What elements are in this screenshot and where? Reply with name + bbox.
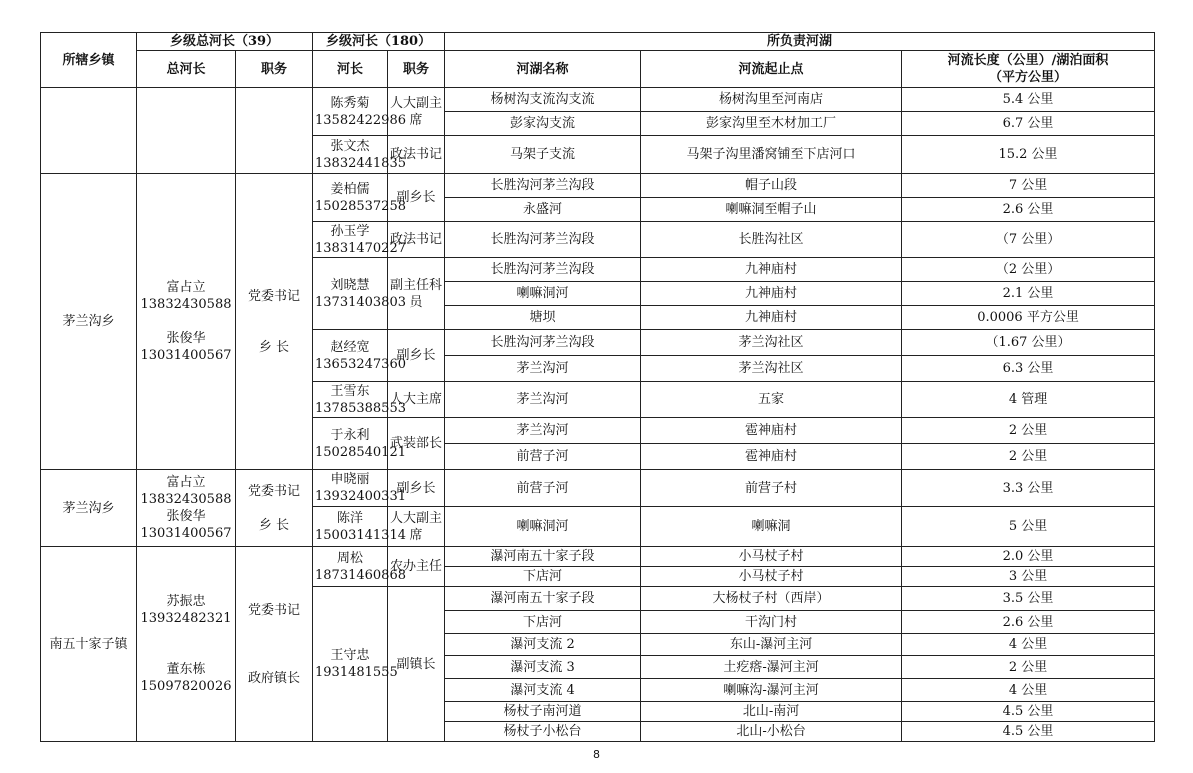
chief-cell bbox=[137, 88, 236, 174]
lake-span: 小马杖子村 bbox=[641, 567, 902, 587]
lake-name: 茅兰沟河 bbox=[445, 356, 641, 382]
lake-span: 喇嘛洞至帽子山 bbox=[641, 198, 902, 222]
lake-name: 彭家沟支流 bbox=[445, 112, 641, 136]
river-chief-cell: 陈秀菊 13582422986 bbox=[313, 88, 388, 136]
header-river-name: 河长 bbox=[313, 51, 388, 88]
river-chief-cell: 刘晓慧 13731403803 bbox=[313, 258, 388, 330]
lake-span: 大杨杖子村（西岸） bbox=[641, 587, 902, 611]
lake-name: 喇嘛洞河 bbox=[445, 507, 641, 547]
township-cell: 茅兰沟乡 bbox=[41, 174, 137, 470]
lake-length: 4 公里 bbox=[902, 679, 1155, 702]
table-row bbox=[41, 88, 1155, 112]
lake-span: 小马杖子村 bbox=[641, 547, 902, 567]
table-row bbox=[41, 547, 1155, 567]
lake-length: 5 公里 bbox=[902, 507, 1155, 547]
river-chief-post: 政法书记 bbox=[388, 222, 445, 258]
river-chief-cell: 姜柏儒 15028537258 bbox=[313, 174, 388, 222]
header-chief-group: 乡级总河长（39） bbox=[137, 33, 313, 51]
lake-name: 前营子河 bbox=[445, 444, 641, 470]
lake-length: 5.4 公里 bbox=[902, 88, 1155, 112]
lake-length: 7 公里 bbox=[902, 174, 1155, 198]
river-chief-post: 政法书记 bbox=[388, 136, 445, 174]
lake-name: 杨杖子南河道 bbox=[445, 702, 641, 722]
lake-length: 2.6 公里 bbox=[902, 198, 1155, 222]
lake-span: 北山-南河 bbox=[641, 702, 902, 722]
township-cell bbox=[41, 88, 137, 174]
lake-length: 0.0006 平方公里 bbox=[902, 306, 1155, 330]
lake-length: （2 公里） bbox=[902, 258, 1155, 282]
header-lake-name: 河湖名称 bbox=[445, 51, 641, 88]
lake-span: 九神庙村 bbox=[641, 258, 902, 282]
header-chief-post: 职务 bbox=[236, 51, 313, 88]
river-chief-post: 副主任科员 bbox=[388, 258, 445, 330]
lake-name: 永盛河 bbox=[445, 198, 641, 222]
header-chief-name: 总河长 bbox=[137, 51, 236, 88]
page-number: 8 bbox=[593, 748, 600, 761]
river-chief-post: 人大副主席 bbox=[388, 88, 445, 136]
lake-span: 北山-小松台 bbox=[641, 722, 902, 742]
chief-cell: 富占立 13832430588 张俊华 13031400567 bbox=[137, 174, 236, 470]
lake-span: 土疙瘩-瀑河主河 bbox=[641, 656, 902, 679]
lake-length: 4 管理 bbox=[902, 382, 1155, 418]
river-chief-post: 副镇长 bbox=[388, 587, 445, 742]
lake-length: 15.2 公里 bbox=[902, 136, 1155, 174]
lake-span: 长胜沟社区 bbox=[641, 222, 902, 258]
river-chief-post: 农办主任 bbox=[388, 547, 445, 587]
river-chief-cell: 孙玉学 13831470227 bbox=[313, 222, 388, 258]
river-chief-cell: 于永利 15028540121 bbox=[313, 418, 388, 470]
lake-span: 五家 bbox=[641, 382, 902, 418]
chief-cell: 富占立 13832430588 张俊华 13031400567 bbox=[137, 470, 236, 547]
lake-span: 帽子山段 bbox=[641, 174, 902, 198]
lake-span: 茅兰沟社区 bbox=[641, 356, 902, 382]
chief-post-cell: 党委书记 乡 长 bbox=[236, 174, 313, 470]
chief-post-cell bbox=[236, 88, 313, 174]
lake-length: （7 公里） bbox=[902, 222, 1155, 258]
lake-length: 3 公里 bbox=[902, 567, 1155, 587]
lake-length: 4.5 公里 bbox=[902, 722, 1155, 742]
lake-name: 瀑河南五十家子段 bbox=[445, 587, 641, 611]
lake-name: 塘坝 bbox=[445, 306, 641, 330]
lake-name: 下店河 bbox=[445, 611, 641, 634]
lake-length: 3.3 公里 bbox=[902, 470, 1155, 507]
lake-span: 马架子沟里潘窝铺至下店河口 bbox=[641, 136, 902, 174]
lake-span: 东山-瀑河主河 bbox=[641, 634, 902, 656]
lake-length: 2.1 公里 bbox=[902, 282, 1155, 306]
lake-length: 3.5 公里 bbox=[902, 587, 1155, 611]
lake-name: 杨杖子小松台 bbox=[445, 722, 641, 742]
river-chief-post: 副乡长 bbox=[388, 330, 445, 382]
lake-length: 6.7 公里 bbox=[902, 112, 1155, 136]
lake-name: 喇嘛洞河 bbox=[445, 282, 641, 306]
lake-span: 茅兰沟社区 bbox=[641, 330, 902, 356]
lake-span: 雹神庙村 bbox=[641, 444, 902, 470]
chief-post-cell: 党委书记 乡 长 bbox=[236, 470, 313, 547]
lake-name: 瀑河南五十家子段 bbox=[445, 547, 641, 567]
river-chief-post: 人大副主席 bbox=[388, 507, 445, 547]
river-chief-post: 武装部长 bbox=[388, 418, 445, 470]
lake-name: 茅兰沟河 bbox=[445, 382, 641, 418]
lake-span: 杨树沟里至河南店 bbox=[641, 88, 902, 112]
lake-length: 2.0 公里 bbox=[902, 547, 1155, 567]
lake-span: 九神庙村 bbox=[641, 306, 902, 330]
river-chief-post: 人大主席 bbox=[388, 382, 445, 418]
chief-post-cell: 党委书记 政府镇长 bbox=[236, 547, 313, 742]
lake-length: 4 公里 bbox=[902, 634, 1155, 656]
lake-length: 6.3 公里 bbox=[902, 356, 1155, 382]
lake-name: 长胜沟河茅兰沟段 bbox=[445, 258, 641, 282]
lake-span: 彭家沟里至木材加工厂 bbox=[641, 112, 902, 136]
lake-name: 瀑河支流 3 bbox=[445, 656, 641, 679]
lake-name: 瀑河支流 4 bbox=[445, 679, 641, 702]
lake-name: 长胜沟河茅兰沟段 bbox=[445, 174, 641, 198]
township-cell: 茅兰沟乡 bbox=[41, 470, 137, 547]
table-row bbox=[41, 470, 1155, 507]
lake-name: 茅兰沟河 bbox=[445, 418, 641, 444]
lake-span: 喇嘛沟-瀑河主河 bbox=[641, 679, 902, 702]
lake-span: 九神庙村 bbox=[641, 282, 902, 306]
lake-name: 长胜沟河茅兰沟段 bbox=[445, 330, 641, 356]
header-lake-length-line2: （平方公里） bbox=[989, 70, 1068, 85]
lake-span: 雹神庙村 bbox=[641, 418, 902, 444]
header-lake-span: 河流起止点 bbox=[641, 51, 902, 88]
header-river-post: 职务 bbox=[388, 51, 445, 88]
header-lake-length bbox=[902, 51, 1155, 88]
township-cell: 南五十家子镇 bbox=[41, 547, 137, 742]
lake-name: 马架子支流 bbox=[445, 136, 641, 174]
lake-span: 前营子村 bbox=[641, 470, 902, 507]
header-river-group: 乡级河长（180） bbox=[313, 33, 445, 51]
lake-span: 喇嘛洞 bbox=[641, 507, 902, 547]
river-chief-cell: 张文杰 13832441835 bbox=[313, 136, 388, 174]
chief-cell: 苏振忠 13932482321 董东栋 15097820026 bbox=[137, 547, 236, 742]
river-chief-cell: 申晓丽 13932400331 bbox=[313, 470, 388, 507]
lake-name: 下店河 bbox=[445, 567, 641, 587]
lake-length: 2 公里 bbox=[902, 656, 1155, 679]
lake-name: 长胜沟河茅兰沟段 bbox=[445, 222, 641, 258]
river-chief-post: 副乡长 bbox=[388, 470, 445, 507]
river-chief-table bbox=[40, 32, 1155, 742]
river-chief-cell: 陈洋 15003141314 bbox=[313, 507, 388, 547]
river-chief-cell: 周松 18731460868 bbox=[313, 547, 388, 587]
river-chief-cell: 王雪东 13785388553 bbox=[313, 382, 388, 418]
lake-name: 前营子河 bbox=[445, 470, 641, 507]
river-chief-cell: 赵经宽 13653247360 bbox=[313, 330, 388, 382]
river-chief-post: 副乡长 bbox=[388, 174, 445, 222]
river-chief-cell: 王守忠 1931481555 bbox=[313, 587, 388, 742]
header-lake-length-line1: 河流长度（公里）/湖泊面积 bbox=[947, 53, 1109, 68]
header-lake-group: 所负责河湖 bbox=[445, 33, 1155, 51]
lake-name: 杨树沟支流沟支流 bbox=[445, 88, 641, 112]
lake-name: 瀑河支流 2 bbox=[445, 634, 641, 656]
lake-length: 2.6 公里 bbox=[902, 611, 1155, 634]
lake-length: 2 公里 bbox=[902, 444, 1155, 470]
lake-span: 干沟门村 bbox=[641, 611, 902, 634]
header-township: 所辖乡镇 bbox=[41, 33, 137, 88]
table-row bbox=[41, 174, 1155, 198]
lake-length: 4.5 公里 bbox=[902, 702, 1155, 722]
lake-length: （1.67 公里） bbox=[902, 330, 1155, 356]
lake-length: 2 公里 bbox=[902, 418, 1155, 444]
